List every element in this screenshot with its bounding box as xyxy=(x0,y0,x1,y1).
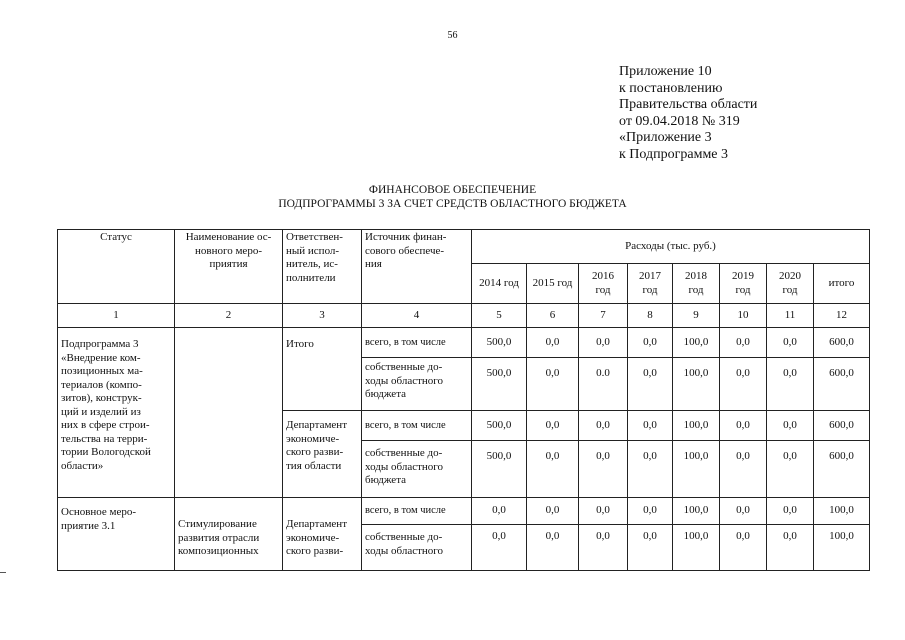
status-cell xyxy=(58,328,175,498)
year-2020: 2020 год xyxy=(779,270,801,296)
document-title xyxy=(0,184,905,211)
year-2019: 2019 год xyxy=(732,270,754,296)
year-2018: 2018 год xyxy=(685,270,707,296)
annex-line: «Приложение 3 xyxy=(619,130,712,145)
value-cell: 0,0 xyxy=(527,441,579,498)
header-year xyxy=(472,264,527,304)
header-year xyxy=(767,264,814,304)
index-cell: 9 xyxy=(673,304,720,328)
title-line: ПОДПРОГРАММЫ 3 ЗА СЧЕТ СРЕДСТВ ОБЛАСТНОГО БЮДЖЕТА xyxy=(278,197,627,210)
source-cell xyxy=(362,498,472,525)
value-cell: 0,0 xyxy=(628,411,673,441)
index-cell: 8 xyxy=(628,304,673,328)
value-cell: 0,0 xyxy=(527,358,579,411)
value-cell: 0,0 xyxy=(527,525,579,571)
event-text: Стимулирование развития отрасли композиционных xyxy=(178,518,260,557)
annex-line: к Подпрограмме 3 xyxy=(619,146,729,162)
value-cell: 0,0 xyxy=(767,411,814,441)
value-cell: 500,0 xyxy=(472,358,527,411)
value-cell: 0.0 xyxy=(579,358,628,411)
executor-cell xyxy=(283,498,362,571)
header-event xyxy=(175,230,283,304)
value-cell: 0,0 xyxy=(720,441,767,498)
value-cell: 600,0 xyxy=(814,328,870,358)
index-cell: 1 xyxy=(58,304,175,328)
index-cell: 3 xyxy=(283,304,362,328)
index-cell: 2 xyxy=(175,304,283,328)
source-cell xyxy=(362,358,472,411)
value-cell: 600,0 xyxy=(814,411,870,441)
value-cell: 0,0 xyxy=(720,358,767,411)
year-2016: 2016 год xyxy=(592,270,614,296)
value-cell: 100,0 xyxy=(673,358,720,411)
value-cell: 0,0 xyxy=(628,328,673,358)
scan-edge-mark xyxy=(0,572,6,573)
header-year xyxy=(527,264,579,304)
value-cell: 0,0 xyxy=(628,441,673,498)
value-cell: 100,0 xyxy=(673,328,720,358)
value-cell: 100,0 xyxy=(673,498,720,525)
value-cell: 0,0 xyxy=(579,525,628,571)
value-cell: 500,0 xyxy=(472,441,527,498)
status-text: Основное меро- приятие 3.1 xyxy=(61,506,137,532)
header-executor xyxy=(283,230,362,304)
value-cell: 500,0 xyxy=(472,328,527,358)
executor-text: Департамент экономиче- ского разви- тия области xyxy=(286,419,348,472)
year-2015: 2015 год xyxy=(532,276,573,289)
header-expenses: Расходы (тыс. руб.) xyxy=(472,230,870,264)
funding-table xyxy=(57,229,870,571)
header-year xyxy=(628,264,673,304)
event-cell xyxy=(175,498,283,571)
event-cell xyxy=(175,328,283,498)
value-cell: 0,0 xyxy=(767,441,814,498)
value-cell: 0,0 xyxy=(720,498,767,525)
value-cell: 0,0 xyxy=(579,441,628,498)
value-cell: 0,0 xyxy=(628,498,673,525)
value-cell: 100,0 xyxy=(814,498,870,525)
source-text: собственные до- ходы областного бюджета xyxy=(365,361,444,400)
index-cell: 7 xyxy=(579,304,628,328)
total-label: итого xyxy=(828,276,855,289)
executor-text: Департамент экономиче- ского разви- xyxy=(286,518,348,557)
table-row xyxy=(58,498,870,525)
page-number: 56 xyxy=(447,30,458,41)
annex-line: Правительства области xyxy=(619,97,758,112)
header-year xyxy=(579,264,628,304)
value-cell: 600,0 xyxy=(814,441,870,498)
index-cell: 6 xyxy=(527,304,579,328)
index-cell: 10 xyxy=(720,304,767,328)
annex-line: Приложение 10 xyxy=(619,64,712,79)
annex-line: от 09.04.2018 № 319 xyxy=(619,113,740,129)
source-text: всего, в том числе xyxy=(365,505,446,517)
value-cell: 0,0 xyxy=(579,411,628,441)
executor-cell xyxy=(283,411,362,498)
source-text: всего, в том числе xyxy=(365,336,446,348)
annex-header xyxy=(619,64,757,163)
index-cell: 4 xyxy=(362,304,472,328)
value-cell: 0,0 xyxy=(472,498,527,525)
header-source-text: Источник финан- сового обеспече- ния xyxy=(365,231,447,270)
header-year xyxy=(673,264,720,304)
value-cell: 0,0 xyxy=(767,328,814,358)
value-cell: 0,0 xyxy=(527,411,579,441)
value-cell: 0,0 xyxy=(472,525,527,571)
source-cell xyxy=(362,328,472,358)
source-text: собственные до- ходы областного xyxy=(365,531,444,557)
value-cell: 0,0 xyxy=(720,525,767,571)
source-cell xyxy=(362,411,472,441)
value-cell: 0,0 xyxy=(767,498,814,525)
value-cell: 0,0 xyxy=(720,411,767,441)
source-cell xyxy=(362,525,472,571)
title-line: ФИНАНСОВОЕ ОБЕСПЕЧЕНИЕ xyxy=(368,184,537,196)
annex-line: к постановлению xyxy=(619,80,723,96)
index-cell: 12 xyxy=(814,304,870,328)
value-cell: 500,0 xyxy=(472,411,527,441)
value-cell: 100,0 xyxy=(673,411,720,441)
header-source xyxy=(362,230,472,304)
header-event-text: Наименование ос- новного меро- приятия xyxy=(185,231,272,270)
header-total xyxy=(814,264,870,304)
source-text: собственные до- ходы областного бюджета xyxy=(365,447,444,486)
header-year xyxy=(720,264,767,304)
index-cell: 11 xyxy=(767,304,814,328)
header-status: Статус xyxy=(58,230,175,304)
source-cell xyxy=(362,441,472,498)
status-cell xyxy=(58,498,175,571)
value-cell: 600,0 xyxy=(814,358,870,411)
value-cell: 0,0 xyxy=(628,525,673,571)
value-cell: 0,0 xyxy=(720,328,767,358)
status-text: Подпрограмма 3 «Внедрение ком- позиционных ма- териалов (компо- зитов), конструк- ций и изделий из них в сфере строи- тельства на терри- тории Вологодской области» xyxy=(61,338,151,472)
index-row xyxy=(58,304,870,328)
year-2017: 2017 год xyxy=(639,270,661,296)
value-cell: 0,0 xyxy=(579,498,628,525)
year-2014: 2014 год xyxy=(479,276,519,289)
table-row xyxy=(58,328,870,358)
value-cell: 0,0 xyxy=(767,358,814,411)
value-cell: 0,0 xyxy=(527,498,579,525)
value-cell: 100,0 xyxy=(673,441,720,498)
index-cell: 5 xyxy=(472,304,527,328)
value-cell: 0,0 xyxy=(579,328,628,358)
value-cell: 100,0 xyxy=(814,525,870,571)
header-executor-text: Ответствен- ный испол- нитель, ис- полнители xyxy=(286,231,343,284)
value-cell: 0,0 xyxy=(527,328,579,358)
value-cell: 0,0 xyxy=(767,525,814,571)
source-text: всего, в том числе xyxy=(365,419,446,431)
executor-cell: Итого xyxy=(283,328,362,411)
value-cell: 0,0 xyxy=(628,358,673,411)
value-cell: 100,0 xyxy=(673,525,720,571)
